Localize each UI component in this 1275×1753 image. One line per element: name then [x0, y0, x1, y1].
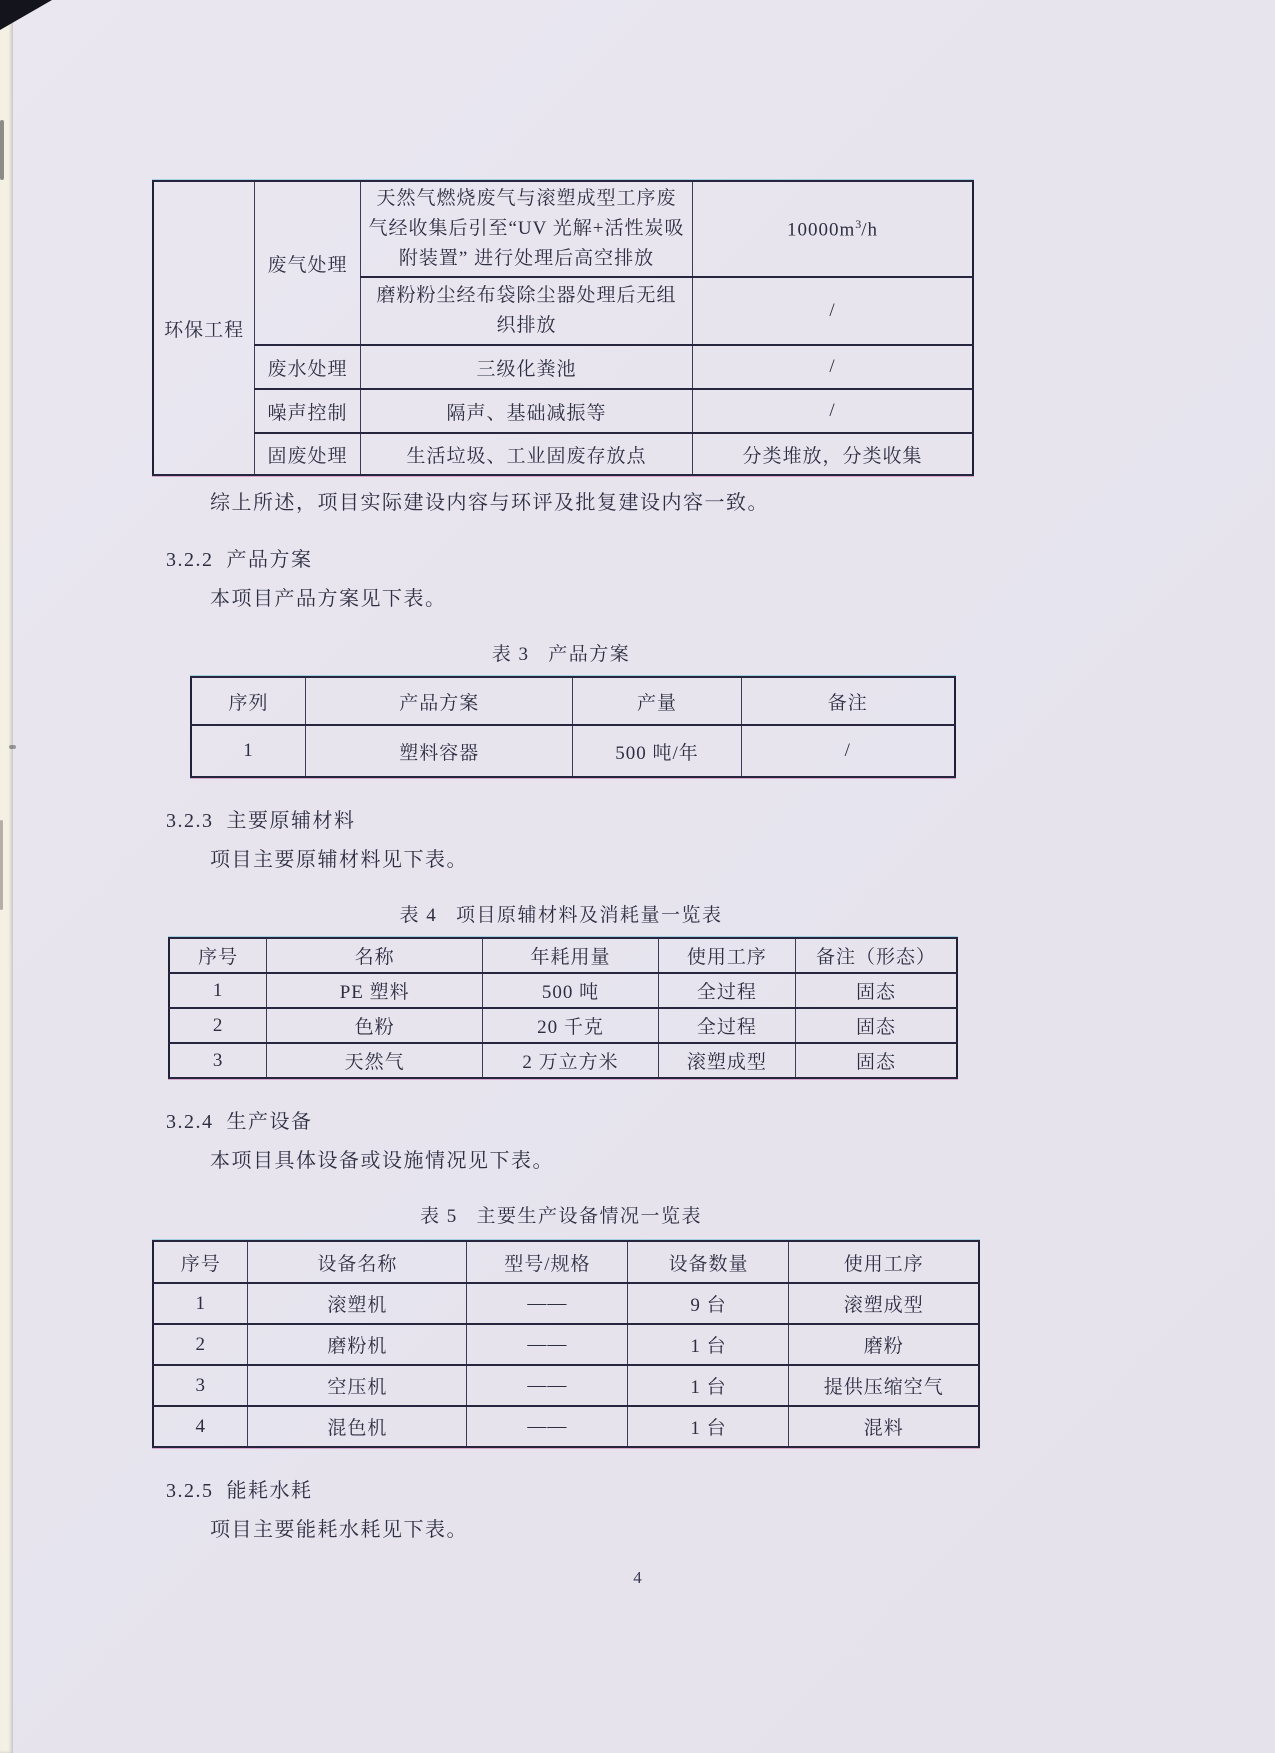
table-cell: 滚塑成型: [789, 1283, 979, 1324]
table-cell: ——: [467, 1365, 628, 1406]
table-cell: 提供压缩空气: [789, 1365, 979, 1406]
value-tail: /h: [861, 219, 879, 241]
table-row: [153, 433, 973, 475]
table-row: [153, 1406, 979, 1447]
column-header: 备注（形态）: [795, 938, 957, 973]
section-heading-3-2-2: 3.2.2 产品方案: [166, 549, 313, 571]
table-cell: 磨粉: [789, 1324, 979, 1365]
env-value-cell: 分类堆放，分类收集: [693, 433, 973, 475]
column-header: 序号: [169, 938, 267, 973]
section-intro-3-2-3: 项目主要原辅材料见下表。: [210, 849, 468, 871]
table-cell: 塑料容器: [306, 725, 573, 777]
env-category-waste-gas: 废气处理: [255, 181, 361, 345]
table-cell: 固态: [795, 1043, 957, 1078]
table-cell: 固态: [795, 973, 957, 1008]
table-cell: 天然气: [267, 1043, 483, 1078]
production-equipment-table: [152, 1240, 980, 1448]
table-header-row: [169, 938, 957, 973]
value-base: 10000m: [786, 219, 856, 241]
env-measure-cell: 隔声、基础减振等: [360, 389, 692, 433]
table-row: [169, 1008, 957, 1043]
table-cell: 滚塑机: [248, 1283, 467, 1324]
scan-corner-artifact: [0, 0, 52, 30]
column-header: 设备数量: [628, 1241, 789, 1283]
table-cell: 9 台: [628, 1283, 789, 1324]
table-cell: 2: [169, 1008, 267, 1043]
env-value-cell: [693, 181, 973, 277]
table4-title: 表 4 项目原辅材料及消耗量一览表: [399, 905, 723, 926]
raw-materials-table: [168, 937, 958, 1079]
env-measure-cell: 生活垃圾、工业固废存放点: [360, 433, 692, 475]
table-cell: 20 千克: [483, 1008, 659, 1043]
table3-title: 表 3 产品方案: [491, 644, 631, 665]
table-cell: 4: [153, 1406, 248, 1447]
table5-title: 表 5 主要生产设备情况一览表: [419, 1206, 702, 1227]
section-intro-3-2-2: 本项目产品方案见下表。: [210, 588, 447, 610]
column-header: 设备名称: [248, 1241, 467, 1283]
table-cell: 固态: [795, 1008, 957, 1043]
env-measure-cell: 磨粉粉尘经布袋除尘器处理后无组织排放: [360, 277, 692, 345]
section-intro-3-2-5: 项目主要能耗水耗见下表。: [210, 1519, 468, 1541]
column-header: 使用工序: [658, 938, 795, 973]
table-cell: ——: [467, 1324, 628, 1365]
column-header: 序列: [191, 677, 306, 725]
table-cell: 1 台: [628, 1406, 789, 1447]
table-cell: PE 塑料: [267, 973, 483, 1008]
column-header: 备注: [741, 677, 955, 725]
table-cell: 混料: [789, 1406, 979, 1447]
table-row: [153, 1324, 979, 1365]
table-cell: 1 台: [628, 1365, 789, 1406]
table-cell: /: [741, 725, 955, 777]
product-scheme-table: [190, 676, 956, 778]
table-row: [169, 973, 957, 1008]
table-cell: 全过程: [658, 1008, 795, 1043]
table-cell: 500 吨/年: [573, 725, 741, 777]
page-number: 4: [633, 1568, 642, 1587]
table-cell: 色粉: [267, 1008, 483, 1043]
table-cell: ——: [467, 1283, 628, 1324]
table-header-row: [153, 1241, 979, 1283]
env-value-cell: /: [693, 277, 973, 345]
column-header: 名称: [267, 938, 483, 973]
table-cell: ——: [467, 1406, 628, 1447]
table-row: [153, 389, 973, 433]
table-row: [153, 1365, 979, 1406]
section-heading-3-2-3: 3.2.3 主要原辅材料: [166, 810, 356, 832]
table-cell: 500 吨: [483, 973, 659, 1008]
environmental-works-table: [152, 180, 974, 476]
table-cell: 1: [191, 725, 306, 777]
column-header: 使用工序: [789, 1241, 979, 1283]
table-cell: 全过程: [658, 973, 795, 1008]
table-cell: 2: [153, 1324, 248, 1365]
column-header: 序号: [153, 1241, 248, 1283]
table-cell: 3: [169, 1043, 267, 1078]
column-header: 产品方案: [306, 677, 573, 725]
env-value-cell: /: [693, 345, 973, 389]
table-row: [153, 345, 973, 389]
table-cell: 滚塑成型: [658, 1043, 795, 1078]
table-header-row: [191, 677, 955, 725]
value-superscript: 3: [855, 216, 862, 231]
table-row: [169, 1043, 957, 1078]
table-row: [153, 181, 973, 277]
table-cell: 空压机: [248, 1365, 467, 1406]
table-cell: 1: [153, 1283, 248, 1324]
table-row: [153, 1283, 979, 1324]
scan-smudge: [0, 120, 4, 180]
column-header: 产量: [573, 677, 741, 725]
page-content: [0, 180, 990, 1544]
section-heading-3-2-5: 3.2.5 能耗水耗: [166, 1480, 313, 1502]
table-row: [191, 725, 955, 777]
env-category-solid-waste: 固废处理: [255, 433, 361, 475]
env-category-noise: 噪声控制: [255, 389, 361, 433]
env-measure-cell: 天然气燃烧废气与滚塑成型工序废气经收集后引至“UV 光解+活性炭吸附装置” 进行处理后高空排放: [360, 181, 692, 277]
section-heading-3-2-4: 3.2.4 生产设备: [166, 1111, 313, 1133]
table-cell: 磨粉机: [248, 1324, 467, 1365]
table-cell: 3: [153, 1365, 248, 1406]
column-header: 年耗用量: [483, 938, 659, 973]
section-intro-3-2-4: 本项目具体设备或设施情况见下表。: [210, 1150, 554, 1172]
env-measure-cell: 三级化粪池: [360, 345, 692, 389]
column-header: 型号/规格: [467, 1241, 628, 1283]
summary-paragraph: 综上所述，项目实际建设内容与环评及批复建设内容一致。: [210, 492, 769, 514]
env-group-cell: 环保工程: [153, 181, 255, 475]
table-cell: 1: [169, 973, 267, 1008]
table-cell: 1 台: [628, 1324, 789, 1365]
env-value-cell: /: [693, 389, 973, 433]
table-cell: 2 万立方米: [483, 1043, 659, 1078]
env-category-waste-water: 废水处理: [255, 345, 361, 389]
table-cell: 混色机: [248, 1406, 467, 1447]
